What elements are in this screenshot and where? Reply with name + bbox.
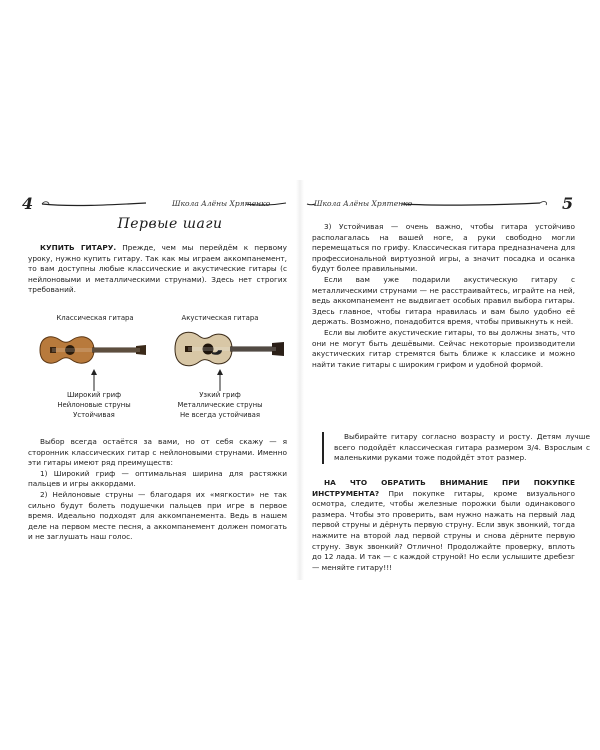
acoustic-feature-2: Металлические струны <box>177 400 263 409</box>
left-header-flourish-end <box>244 198 288 210</box>
classical-guitar-caption: Классическая гитара <box>56 314 134 322</box>
acoustic-guitar-caption: Акустическая гитара <box>181 314 259 322</box>
acoustic-feature-1: Узкий гриф <box>199 391 241 399</box>
right-page <box>300 0 600 750</box>
gift-paragraph: Если вам уже подарили акустическую гитару с металлическими струнами — не расстраивайтесь, играйте на ней, ведь аккомпанемент не выдвигает особых правил выбора гитары. Здесь главное, чтобы гитара нравилась и вам было удобно её держать. Возможно, понадобится время, чтобы привыкнуть к ней. <box>312 274 575 327</box>
acoustic-guitar-image <box>172 326 286 372</box>
attention-section <box>312 478 575 573</box>
attention-text: При покупке гитары, кроме визуального осмотра, следите, чтобы железные порожки были одинакового размера. Чтобы это проверить, вам нужно нажать на первый лад первой струны и дёрнуть первую струну. Если звук звонкий, тогда нажмите на второй лад первой струны и снова дёрните первую струну. Звук звонкий? Отлично! Продолжайте проверку, вплоть до 12 лада. И так — с каждой струной! Но если услышите дребезг — меняйте гитару!!! <box>312 488 575 572</box>
acoustic-arrow-icon <box>216 369 224 391</box>
classical-arrow-icon <box>90 369 98 391</box>
classical-feature-2: Нейлоновые струны <box>57 400 131 409</box>
choice-paragraph: Выбор всегда остаётся за вами, но от себя скажу — я сторонник классических гитар с нейлоновыми струнами. Именно эти гитары имеют ряд преимуществ: <box>28 437 287 468</box>
page-number-right: 5 <box>562 194 574 213</box>
advantage-item-1: 1) Широкий гриф — оптимальная ширина для растяжки пальцев и игры аккордами. <box>28 468 287 489</box>
running-head-right: Школа Алёны Хрятенко <box>314 199 413 208</box>
intro-text: Прежде, чем мы перейдём к первому уроку, нужно купить гитару. Так как мы играем аккомпанемент, то вам доступны любые классические и акустические гитары (с нейлоновыми и металлическими струнами). Здесь нет строгих требований. <box>28 243 287 295</box>
advantage-item-3: 3) Устойчивая — очень важно, чтобы гитара устойчиво располагалась на вашей ноге, а руки свободно могли перемещаться по грифу. Классическая гитара предназначена для профессиональной виртуозной игры, а значит посадка и осанка будут более правильными. <box>312 222 575 274</box>
intro-paragraph <box>28 243 287 296</box>
attention-heading: НА ЧТО ОБРАТИТЬ ВНИМАНИЕ ПРИ ПОКУПКЕ ИНСТРУМЕНТА? <box>312 478 575 498</box>
chapter-title: Первые шаги <box>117 216 223 232</box>
right-body-text <box>312 222 575 370</box>
acoustic-features <box>172 391 268 420</box>
advantage-item-2: 2) Нейлоновые струны — благодаря их «мягкости» не так сильно будут болеть подушечки пальцев при игре в первое время. Идеально подходят для аккомпанемента. Ведь в нашем деле на первом месте песня, а аккомпанемент должен помогать и не заглушать наш голос. <box>28 489 287 542</box>
right-header-flourish <box>400 198 550 210</box>
size-note-text: Выбирайте гитару согласно возрасту и росту. Детям лучше всего подойдёт классическая гитара размером 3/4. Взрослым с маленькими руками тоже подойдёт этот размер. <box>334 432 590 463</box>
acoustic-love-paragraph: Если вы любите акустические гитары, то вы должны знать, что они не могут быть дешёвыми. Сейчас некоторые производители акустических гитар стремятся быть ближе к классике и можно найти такие гитары с широким грифом и удобной формой. <box>312 327 575 369</box>
classical-feature-3: Устойчивая <box>73 410 115 419</box>
size-note-box <box>322 432 590 464</box>
classical-guitar-image <box>36 330 148 370</box>
classical-features <box>45 391 143 420</box>
left-body-text <box>28 437 287 543</box>
running-head-left: Школа Алёны Хрятенко <box>172 199 271 208</box>
left-header-flourish <box>40 198 148 210</box>
intro-heading: КУПИТЬ ГИТАРУ. <box>40 243 117 252</box>
acoustic-feature-3: Не всегда устойчивая <box>179 410 261 419</box>
classical-feature-1: Широкий гриф <box>66 391 122 399</box>
page-number-left: 4 <box>22 194 34 213</box>
